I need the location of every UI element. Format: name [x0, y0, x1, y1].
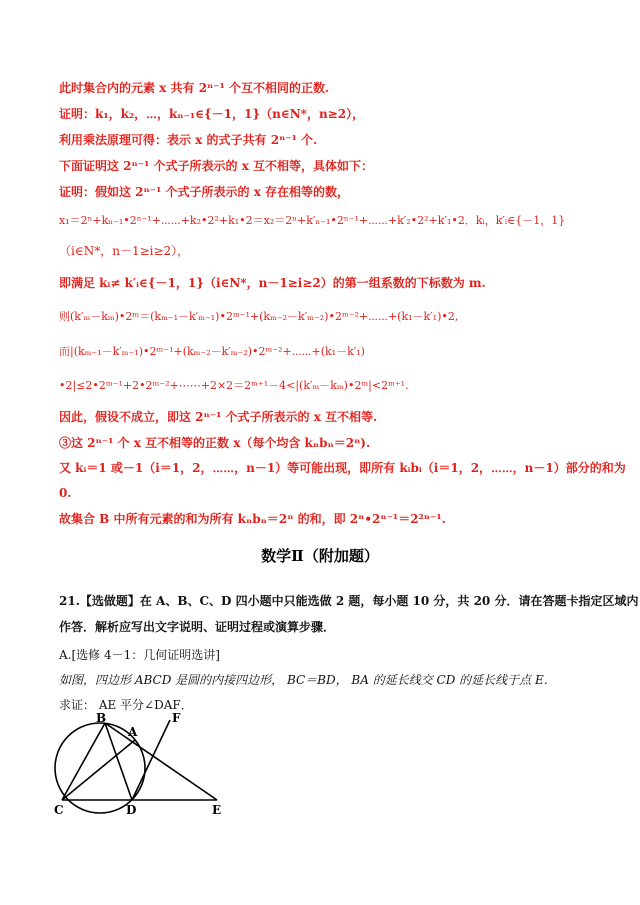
proof-line-12: 因此，假设不成立，即这 2ⁿ⁻¹ 个式子所表示的 x 互不相等. [59, 410, 378, 424]
proof-line-5: 证明：假如这 2ⁿ⁻¹ 个式子所表示的 x 存在相等的数， [59, 185, 350, 199]
proof-line-8: 即满足 kᵢ≠ k′ᵢ∈{－1，1}（i∈N*，n－1≥i≥2）的第一组系数的下标数为 m. [59, 276, 486, 290]
label-d: D [126, 803, 137, 817]
section-title: 数学Ⅱ（附加题） [261, 547, 379, 565]
question-goal: 求证： AE 平分∠DAF． [59, 698, 193, 712]
proof-line-14: 又 kᵢ＝1 或－1（i＝1，2，⋯⋯，n－1）等可能出现，即所有 kᵢbᵢ（i＝1，2，⋯⋯，n－1）部分的和为 [59, 461, 626, 475]
proof-line-16: 故集合 B 中所有元素的和为所有 kₙbₙ＝2ⁿ 的和，即 2ⁿ•2ⁿ⁻¹＝2²ⁿ⁻¹. [59, 512, 446, 526]
question-header-line2: 作答．解析应写出文字说明、证明过程或演算步骤． [59, 620, 336, 634]
proof-line-11: •2|≤2•2ᵐ⁻¹+2•2ᵐ⁻²+⋯⋯+2×2＝2ᵐ⁺¹－4<|(k′ₘ－kₘ)•2ᵐ|<2ᵐ⁺¹. [59, 379, 409, 392]
proof-line-7: （i∈N*，n－1≥i≥2）， [59, 244, 190, 258]
label-e: E [212, 803, 222, 817]
proof-line-3: 利用乘法原理可得：表示 x 的式子共有 2ⁿ⁻¹ 个. [59, 133, 318, 147]
proof-line-6: x₁＝2ⁿ+kₙ₋₁•2ⁿ⁻¹+⋯⋯+k₂•2²+k₁•2＝x₂＝2ⁿ+k′ₙ₋₁•2ⁿ⁻¹+⋯⋯+k′₂•2²+k′₁•2．kᵢ，k′ᵢ∈{－1，1} [59, 214, 566, 227]
segment-be [105, 723, 217, 800]
proof-line-4: 下面证明这 2ⁿ⁻¹ 个式子所表示的 x 互不相等，具体如下： [59, 159, 374, 173]
question-header-line1: 21.【选做题】在 A、B、C、D 四小题中只能选做 2 题，每小题 10 分，共 20 分．请在答题卡指定区域内 [59, 594, 639, 608]
proof-line-10: 而|(kₘ₋₁－k′ₘ₋₁)•2ᵐ⁻¹+(kₘ₋₂－k′ₘ₋₂)•2ᵐ⁻²+⋯⋯+(k₁－k′₁) [59, 345, 365, 358]
geometry-figure [52, 710, 252, 820]
segment-ca [62, 740, 135, 800]
proof-line-9: 则(k′ₘ－kₘ)•2ᵐ＝(kₘ₋₁－k′ₘ₋₁)•2ᵐ⁻¹+(kₘ₋₂－k′ₘ₋₂)•2ᵐ⁻²+⋯⋯+(k₁－k′₁)•2, [59, 310, 459, 323]
question-statement: 如图，四边形 ABCD 是圆的内接四边形， BC＝BD， BA 的延长线交 CD 的延长线于点 E． [59, 673, 556, 687]
proof-line-13: ③这 2ⁿ⁻¹ 个 x 互不相等的正数 x（每个均含 kₙbₙ＝2ⁿ). [59, 436, 371, 450]
segment-cb [62, 723, 105, 800]
label-a: A [128, 725, 138, 739]
proof-line-1: 此时集合内的元素 x 共有 2ⁿ⁻¹ 个互不相同的正数. [59, 81, 330, 95]
proof-line-15: 0. [59, 486, 72, 500]
segment-df [132, 720, 170, 800]
label-c: C [54, 803, 64, 817]
proof-line-2: 证明：k₁，k₂，⋯，kₙ₋₁∈{－1，1}（n∈N*，n≥2）， [59, 107, 365, 121]
question-subtitle: A.[选修 4－1：几何证明选讲] [59, 648, 220, 662]
label-f: F [172, 711, 181, 725]
label-b: B [96, 711, 107, 725]
